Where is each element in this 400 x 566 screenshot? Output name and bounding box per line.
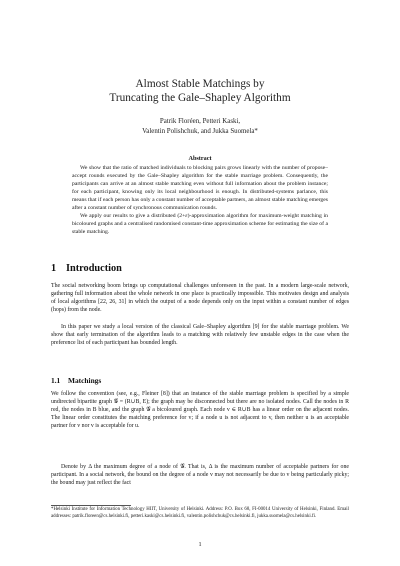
abstract-paragraph-1: We show that the ratio of matched individuals to blocking pairs grows linearly with the number of propose–accept rounds executed by the Gale–Shapley algorithm for the stable marriage problem. Consequently, the participants can arrive at an almost stable matching even without full information about the problem instance; for each participant, knowing only its local neighbourhood is enough. In distributed-systems parlance, this means that if each person has only a constant number of acceptable partners, an almost stable matching emerges after a constant number of synchronous communication rounds. bbox=[72, 165, 328, 211]
matchings-paragraph-2: Denote by Δ the maximum degree of a node of 𝒢. That is, Δ is the maximum number of acceptable partners for one participant. In a social network, the bound on the degree of a node v may not necessarily be due to v being particularly picky; the bound may just reflect the fact bbox=[51, 464, 349, 487]
section-title: Introduction bbox=[66, 263, 122, 274]
paper-title-line-2: Truncating the Gale–Shapley Algorithm bbox=[109, 92, 291, 104]
intro-paragraph-2: In this paper we study a local version of the classical Gale–Shapley algorithm [9] for the stable marriage problem. We show that early termination of the algorithm leads to a matching with relatively few unstable edges in the case when the preference list of each participant has bounded length. bbox=[51, 324, 349, 347]
footnote-rule bbox=[51, 505, 131, 506]
abstract-heading: Abstract bbox=[188, 155, 212, 162]
intro-paragraph-1: The social networking boom brings up computational challenges unforeseen in the past. In a modern large-scale network, gathering full information about the whole network in one place is practically impossible. This motivates design and analysis of local algorithms [22, 26, 31] in which the output of a node depends only on the input within a constant number of edges (hops) from the node. bbox=[51, 283, 349, 314]
subsection-number: 1.1 bbox=[51, 376, 61, 385]
matchings-paragraph-1: We follow the convention (see, e.g., Fleiner [8]) that an instance of the stable marriage problem is specified by a simple undirected bipartite graph 𝒢 = (R∪B, E); the graph may be disconnected but there are no isolated nodes. Call the nodes in R red, the nodes in B blue, and the graph 𝒢 a bicoloured graph. Each node v ∈ R∪B has a linear order on the adjacent nodes. The linear order constitutes the matching preference for v; if a node u is not adjacent to v, then neither u is an acceptable partner for v nor v is acceptable for u. bbox=[51, 391, 349, 430]
authors-line-2: Valentin Polishchuk, and Jukka Suomela* bbox=[142, 128, 258, 135]
section-heading-introduction bbox=[51, 263, 122, 275]
subsection-title: Matchings bbox=[68, 376, 102, 385]
page-number: 1 bbox=[198, 541, 202, 548]
subsection-heading-matchings bbox=[51, 376, 101, 385]
paper-title-line-1: Almost Stable Matchings by bbox=[135, 78, 265, 90]
authors-line-1: Patrik Floréen, Petteri Kaski, bbox=[159, 118, 241, 125]
section-number: 1 bbox=[51, 263, 57, 274]
abstract-paragraph-2: We apply our results to give a distributed (2+ε)-approximation algorithm for maximum-weight matching in bicoloured graphs and a centralised randomised constant-time approximation scheme for estimating the size of a stable matching. bbox=[72, 213, 328, 235]
footnote: *Helsinki Institute for Information Technology HIIT, University of Helsinki. Address: P.O. Box 68, FI-00014 University of Helsinki, Finland. Email addresses: patrik.floreen@cs.helsinki.fi, petteri.kaski@cs.helsinki.fi, valentin.polishchuk@cs.helsinki.fi, jukka.suomela@cs.helsinki.fi. bbox=[51, 507, 349, 519]
